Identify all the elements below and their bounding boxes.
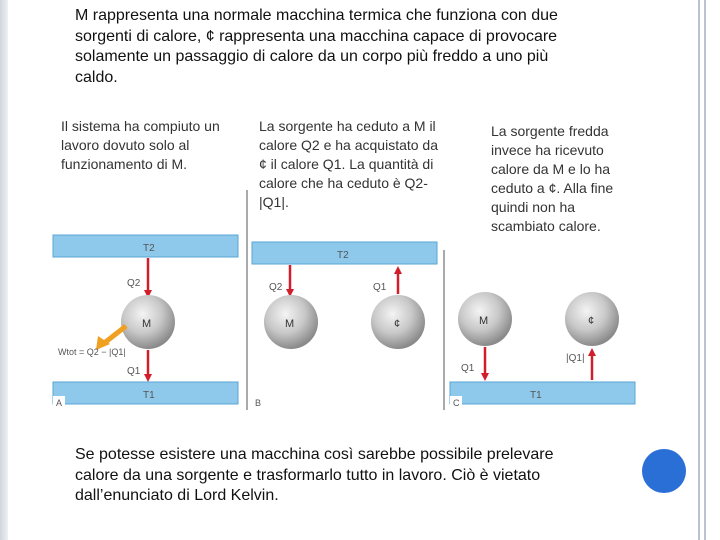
machine-cent-b-label: ¢ xyxy=(394,318,401,330)
caption-panel-c: La sorgente fredda invece ha ricevuto calore da M e lo ha ceduto a ¢. Alla fine quindi non ha scambiato calore. xyxy=(491,123,614,234)
label-q2-b: Q2 xyxy=(269,282,283,293)
caption-panel-b: La sorgente ha ceduto a M il calore Q2 e ha acquistato da ¢ il calore Q1. La quantità di calore che ha ceduto è Q2-|Q1|. xyxy=(259,118,439,210)
reservoir-hot-b-label: T2 xyxy=(337,250,349,261)
machine-cent-c-label: ¢ xyxy=(588,315,595,327)
label-work-a: Wtot = Q2 − |Q1| xyxy=(58,347,126,357)
reservoir-hot-a-label: T2 xyxy=(143,243,155,254)
machine-m-c-label: M xyxy=(479,315,489,327)
label-q1-a: Q1 xyxy=(127,366,141,377)
label-q1-b: Q1 xyxy=(373,282,387,293)
reservoir-cold-c xyxy=(450,382,635,404)
panel-c xyxy=(450,292,635,408)
panel-c-letter: C xyxy=(453,398,460,408)
intro-paragraph: M rappresenta una normale macchina termica che funziona con due sorgenti di calore, ¢ rappresenta una macchina capace di provocare solamente un passaggio di calore da un corpo più freddo a uno più caldo. xyxy=(75,7,558,86)
reservoir-cold-a-label: T1 xyxy=(143,390,155,401)
panel-a xyxy=(53,235,238,408)
label-q2-a: Q2 xyxy=(127,278,141,289)
label-abs-q1-c: |Q1| xyxy=(566,353,585,364)
reservoir-cold-c-label: T1 xyxy=(530,390,542,401)
conclusion-paragraph: Se potesse esistere una macchina così sarebbe possibile prelevare calore da una sorgente e trasformarlo tutto in lavoro. Ciò è vietato dall’enunciato di Lord Kelvin. xyxy=(75,446,554,504)
panel-b xyxy=(252,242,437,408)
accent-circle xyxy=(642,449,686,493)
label-q1-c: Q1 xyxy=(461,363,475,374)
caption-panel-a: Il sistema ha compiuto un lavoro dovuto solo al funzionamento di M. xyxy=(61,118,220,172)
panel-a-letter: A xyxy=(56,398,63,408)
panel-b-letter: B xyxy=(255,398,262,408)
machine-m-a-label: M xyxy=(142,318,152,330)
arrow-work-a xyxy=(103,326,126,344)
machine-m-b-label: M xyxy=(285,318,295,330)
